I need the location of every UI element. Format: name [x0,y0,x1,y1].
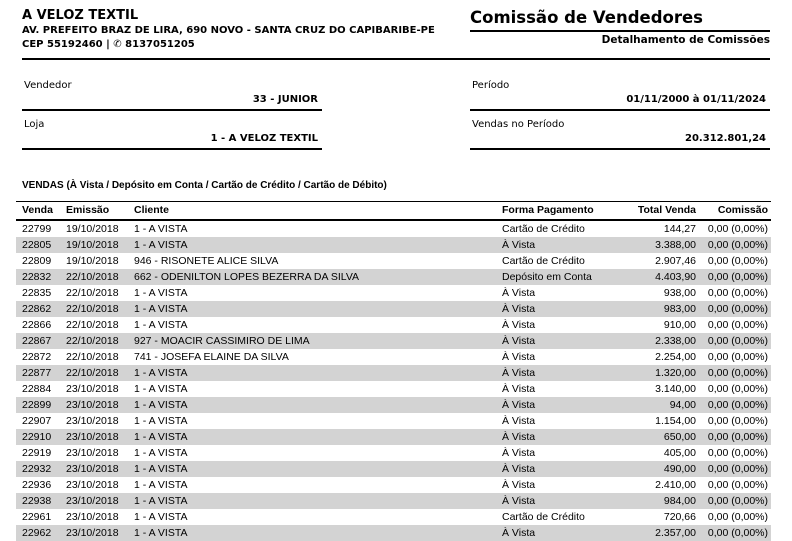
cell-comissao: 0,00 (0,00%) [707,319,768,331]
cell-total-venda: 144,27 [663,223,696,235]
cell-venda: 22809 [22,255,52,267]
cell-venda: 22862 [22,303,52,315]
cell-emissao: 23/10/2018 [66,463,119,475]
cell-total-venda: 2.907,46 [655,255,696,267]
table-row [16,365,771,381]
cell-cliente: 1 - A VISTA [134,511,188,523]
cell-venda: 22884 [22,383,52,395]
table-row [16,477,771,493]
cell-venda: 22805 [22,239,52,251]
cell-total-venda: 94,00 [669,399,696,411]
cell-total-venda: 984,00 [663,495,696,507]
cell-comissao: 0,00 (0,00%) [707,495,768,507]
col-header-emissao: Emissão [66,202,134,221]
separator: | [106,39,110,50]
table-row [16,445,771,461]
cell-forma-pagamento: À Vista [502,447,536,459]
vendas-periodo-value: 20.312.801,24 [685,133,766,144]
cell-cliente: 1 - A VISTA [134,303,188,315]
cell-emissao: 22/10/2018 [66,287,119,299]
cell-forma-pagamento: À Vista [502,303,536,315]
cell-venda: 22907 [22,415,52,427]
cell-comissao: 0,00 (0,00%) [707,447,768,459]
loja-label: Loja [24,119,45,130]
table-row [16,333,771,349]
cell-comissao: 0,00 (0,00%) [707,415,768,427]
field-vendas-periodo [470,119,770,150]
cell-emissao: 23/10/2018 [66,495,119,507]
cell-total-venda: 2.357,00 [655,527,696,539]
company-contact-line [22,38,435,52]
cell-forma-pagamento: À Vista [502,495,536,507]
cell-comissao: 0,00 (0,00%) [707,383,768,395]
section-title: VENDAS (À Vista / Depósito em Conta / Cartão de Crédito / Cartão de Débito) [22,180,387,191]
cell-total-venda: 983,00 [663,303,696,315]
cell-total-venda: 1.320,00 [655,367,696,379]
cell-venda: 22877 [22,367,52,379]
table-row [16,237,771,253]
vendas-periodo-label: Vendas no Período [472,119,565,130]
table-row [16,397,771,413]
cell-emissao: 23/10/2018 [66,415,119,427]
cell-total-venda: 720,66 [663,511,696,523]
cell-total-venda: 3.140,00 [655,383,696,395]
cell-forma-pagamento: Cartão de Crédito [502,223,585,235]
cell-forma-pagamento: À Vista [502,287,536,299]
table-row [16,301,771,317]
table-row [16,253,771,269]
cell-emissao: 22/10/2018 [66,335,119,347]
table-row [16,285,771,301]
cell-forma-pagamento: À Vista [502,319,536,331]
cell-venda: 22938 [22,495,52,507]
cell-forma-pagamento: À Vista [502,415,536,427]
field-loja [22,119,322,150]
filters-right-column [470,80,770,158]
company-address: AV. PREFEITO BRAZ DE LIRA, 690 NOVO - SANTA CRUZ DO CAPIBARIBE-PE [22,25,435,36]
report-title: Comissão de Vendedores [470,8,770,32]
cell-total-venda: 2.338,00 [655,335,696,347]
cell-emissao: 23/10/2018 [66,511,119,523]
vendedor-value: 33 - JUNIOR [252,94,318,105]
cell-cliente: 1 - A VISTA [134,287,188,299]
cell-emissao: 22/10/2018 [66,303,119,315]
table-row [16,269,771,285]
cell-emissao: 22/10/2018 [66,319,119,331]
report-subtitle: Detalhamento de Comissões [601,34,770,46]
col-header-cliente: Cliente [134,202,502,221]
cell-total-venda: 938,00 [663,287,696,299]
cell-forma-pagamento: À Vista [502,399,536,411]
cell-venda: 22899 [22,399,52,411]
cell-venda: 22962 [22,527,52,539]
cell-venda: 22872 [22,351,52,363]
cell-venda: 22961 [22,511,52,523]
col-header-comissao: Comissão [696,202,771,221]
company-name: A VELOZ TEXTIL [22,8,139,23]
company-cep: CEP 55192460 [22,39,103,50]
cell-forma-pagamento: À Vista [502,351,536,363]
cell-cliente: 1 - A VISTA [134,319,188,331]
cell-venda: 22919 [22,447,52,459]
cell-emissao: 19/10/2018 [66,255,119,267]
cell-forma-pagamento: Depósito em Conta [502,271,592,283]
cell-forma-pagamento: À Vista [502,463,536,475]
cell-venda: 22936 [22,479,52,491]
cell-comissao: 0,00 (0,00%) [707,223,768,235]
table-row [16,493,771,509]
cell-emissao: 23/10/2018 [66,383,119,395]
table-row [16,317,771,333]
cell-cliente: 1 - A VISTA [134,447,188,459]
cell-comissao: 0,00 (0,00%) [707,399,768,411]
cell-total-venda: 405,00 [663,447,696,459]
cell-forma-pagamento: Cartão de Crédito [502,511,585,523]
sales-table-body [16,220,771,541]
cell-total-venda: 4.403,90 [655,271,696,283]
report-header [0,8,792,52]
col-header-total-venda: Total Venda [630,202,696,221]
cell-cliente: 1 - A VISTA [134,383,188,395]
phone-icon: ✆ [113,39,122,50]
cell-total-venda: 1.154,00 [655,415,696,427]
cell-cliente: 741 - JOSEFA ELAINE DA SILVA [134,351,289,363]
cell-emissao: 23/10/2018 [66,479,119,491]
table-row [16,461,771,477]
periodo-label: Período [472,80,510,91]
cell-comissao: 0,00 (0,00%) [707,431,768,443]
field-periodo [470,80,770,111]
loja-value: 1 - A VELOZ TEXTIL [210,133,318,144]
cell-cliente: 662 - ODENILTON LOPES BEZERRA DA SILVA [134,271,360,283]
cell-cliente: 1 - A VISTA [134,431,188,443]
cell-cliente: 946 - RISONETE ALICE SILVA [134,255,279,267]
cell-forma-pagamento: À Vista [502,367,536,379]
cell-comissao: 0,00 (0,00%) [707,303,768,315]
table-row [16,349,771,365]
cell-comissao: 0,00 (0,00%) [707,271,768,283]
table-row [16,509,771,525]
cell-venda: 22866 [22,319,52,331]
cell-total-venda: 3.388,00 [655,239,696,251]
cell-emissao: 19/10/2018 [66,239,119,251]
cell-venda: 22832 [22,271,52,283]
header-row [16,202,771,221]
cell-comissao: 0,00 (0,00%) [707,255,768,267]
report-title-block [470,8,770,47]
cell-cliente: 1 - A VISTA [134,479,188,491]
cell-emissao: 22/10/2018 [66,271,119,283]
sales-table-head [16,202,771,221]
cell-comissao: 0,00 (0,00%) [707,463,768,475]
cell-total-venda: 2.410,00 [655,479,696,491]
cell-comissao: 0,00 (0,00%) [707,511,768,523]
filters-summary [0,60,792,158]
cell-forma-pagamento: À Vista [502,431,536,443]
cell-venda: 22932 [22,463,52,475]
col-header-venda: Venda [16,202,66,221]
cell-emissao: 23/10/2018 [66,447,119,459]
cell-venda: 22835 [22,287,52,299]
cell-venda: 22799 [22,223,52,235]
cell-forma-pagamento: À Vista [502,335,536,347]
cell-comissao: 0,00 (0,00%) [707,479,768,491]
cell-emissao: 19/10/2018 [66,223,119,235]
cell-comissao: 0,00 (0,00%) [707,239,768,251]
cell-forma-pagamento: À Vista [502,479,536,491]
cell-total-venda: 910,00 [663,319,696,331]
cell-emissao: 22/10/2018 [66,367,119,379]
cell-comissao: 0,00 (0,00%) [707,335,768,347]
cell-forma-pagamento: Cartão de Crédito [502,255,585,267]
cell-forma-pagamento: À Vista [502,383,536,395]
cell-cliente: 1 - A VISTA [134,399,188,411]
field-vendedor [22,80,322,111]
cell-cliente: 1 - A VISTA [134,527,188,539]
table-row [16,381,771,397]
cell-emissao: 22/10/2018 [66,351,119,363]
table-row [16,413,771,429]
company-block [22,8,435,52]
vendedor-label: Vendedor [24,80,72,91]
cell-total-venda: 2.254,00 [655,351,696,363]
cell-emissao: 23/10/2018 [66,399,119,411]
cell-venda: 22910 [22,431,52,443]
filters-left-column [22,80,322,158]
company-phone: 8137051205 [125,39,195,50]
cell-total-venda: 650,00 [663,431,696,443]
cell-cliente: 927 - MOACIR CASSIMIRO DE LIMA [134,335,310,347]
cell-comissao: 0,00 (0,00%) [707,287,768,299]
cell-venda: 22867 [22,335,52,347]
sales-table [16,201,771,541]
cell-cliente: 1 - A VISTA [134,415,188,427]
cell-forma-pagamento: À Vista [502,239,536,251]
cell-total-venda: 490,00 [663,463,696,475]
cell-comissao: 0,00 (0,00%) [707,351,768,363]
table-row [16,429,771,445]
cell-cliente: 1 - A VISTA [134,367,188,379]
cell-cliente: 1 - A VISTA [134,239,188,251]
cell-cliente: 1 - A VISTA [134,495,188,507]
col-header-forma-pagamento: Forma Pagamento [502,202,630,221]
cell-cliente: 1 - A VISTA [134,463,188,475]
cell-emissao: 23/10/2018 [66,527,119,539]
cell-comissao: 0,00 (0,00%) [707,367,768,379]
periodo-value: 01/11/2000 à 01/11/2024 [626,94,766,105]
cell-emissao: 23/10/2018 [66,431,119,443]
table-row [16,220,771,237]
cell-comissao: 0,00 (0,00%) [707,527,768,539]
cell-cliente: 1 - A VISTA [134,223,188,235]
cell-forma-pagamento: À Vista [502,527,536,539]
